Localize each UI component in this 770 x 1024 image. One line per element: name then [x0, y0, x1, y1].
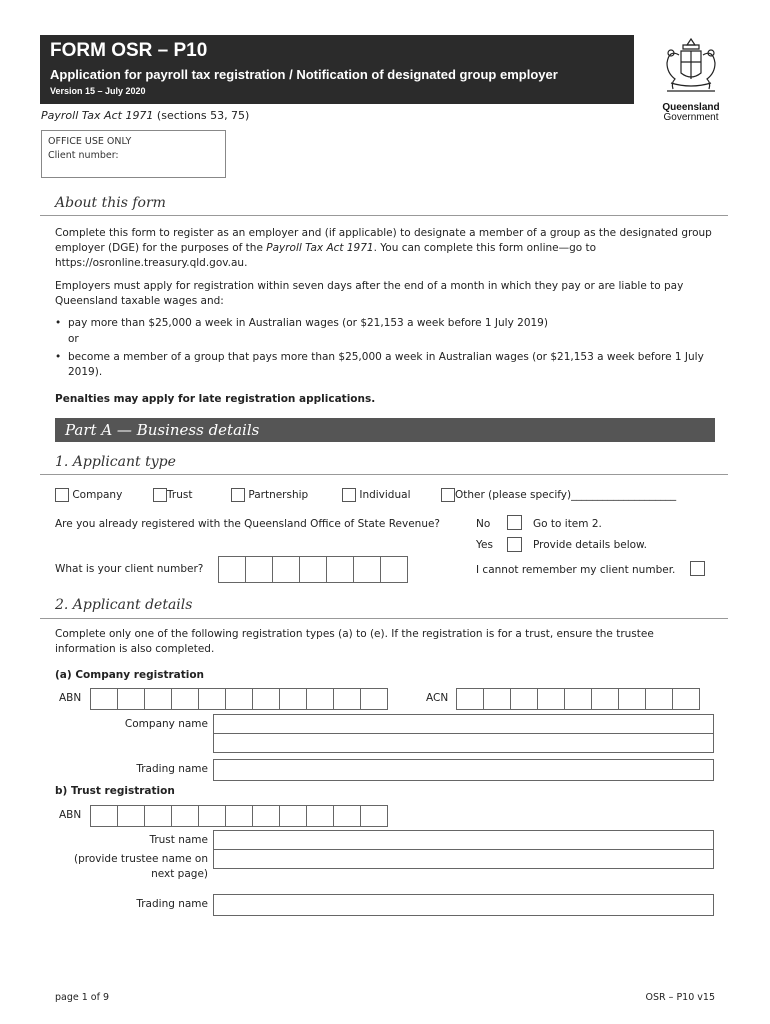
applicant-type-heading: 1. Applicant type [55, 454, 176, 470]
about-p1-text: Complete this form to register as an employer and (if applicable) to designate a member of a group as the designated group employer (DGE) for the purposes of the [55, 227, 712, 254]
bullet-item-1 [55, 316, 715, 331]
no-note: Go to item 2. [533, 518, 602, 530]
form-header [40, 35, 634, 104]
cannot-remember-label: I cannot remember my client number. [476, 564, 676, 576]
penalties-notice: Penalties may apply for late registration applications. [55, 393, 376, 405]
office-client-number-label: Client number: [48, 150, 119, 161]
company-abn-label: ABN [59, 692, 82, 704]
trust-abn-label: ABN [59, 809, 82, 821]
company-trading-name-label: Trading name [136, 763, 208, 775]
option-other-label: Other (please specify) [455, 489, 572, 501]
trust-abn-input[interactable] [90, 805, 387, 827]
office-use-label: OFFICE USE ONLY [48, 136, 132, 147]
bullet-1-text: pay more than $25,000 a week in Australian wages (or $21,153 a week before 1 July 2019) [68, 317, 548, 329]
queensland-government-logo [655, 35, 727, 125]
office-use-box [41, 130, 226, 178]
about-rule [40, 215, 728, 216]
option-partnership[interactable] [231, 488, 308, 502]
company-trading-name-input[interactable] [213, 759, 714, 781]
trust-name-input-line-1[interactable] [213, 830, 714, 850]
option-other[interactable] [441, 488, 676, 502]
about-p1-act: Payroll Tax Act 1971 [266, 242, 374, 254]
company-name-input-line-1[interactable] [213, 714, 714, 734]
trust-name-input-line-2[interactable] [213, 849, 714, 869]
company-abn-input[interactable] [90, 688, 387, 710]
no-label: No [476, 518, 491, 530]
yes-label: Yes [476, 539, 493, 551]
form-version: Version 15 – July 2020 [50, 86, 146, 96]
applicant-type-rule [40, 474, 728, 475]
trust-trading-name-input[interactable] [213, 894, 714, 916]
about-p1-text-end: . You can complete this form online—go to https://osronline.treasury.qld.gov.au. [55, 242, 597, 269]
company-acn-input[interactable] [456, 688, 699, 710]
bullet-2-text: become a member of a group that pays more than $25,000 a week in Australian wages (or $21,153 a week before 1 July 2019). [68, 351, 704, 378]
about-paragraph-1 [55, 226, 715, 271]
company-name-input-line-2[interactable] [213, 733, 714, 753]
option-company-label: Company [72, 489, 123, 501]
bullet-or: or [68, 333, 79, 345]
other-specify-line[interactable]: ____________________ [571, 489, 677, 501]
form-subtitle: Application for payroll tax registration / Notification of designated group employer [50, 67, 558, 82]
form-title: FORM OSR – P10 [50, 40, 208, 61]
act-sections: (sections 53, 75) [153, 109, 250, 122]
trust-name-label: Trust name [149, 834, 208, 846]
option-trust[interactable] [153, 488, 192, 502]
logo-government: Government [663, 112, 719, 123]
trust-name-note: (provide trustee name on next page) [74, 853, 208, 880]
yes-checkbox[interactable] [507, 537, 522, 552]
applicant-details-rule [40, 618, 728, 619]
company-acn-label: ACN [426, 692, 449, 704]
logo-queensland: Queensland [662, 102, 720, 113]
option-trust-label: Trust [167, 489, 193, 501]
option-individual-label: Individual [359, 489, 411, 501]
company-name-label: Company name [124, 718, 208, 730]
part-a-banner: Part A — Business details [55, 418, 715, 442]
company-checkbox[interactable] [55, 488, 69, 502]
bullet-icon: • [55, 351, 62, 363]
about-paragraph-2: Employers must apply for registration within seven days after the end of a month in which they pay or are liable to pay Queensland taxable wages and: [55, 280, 684, 307]
trust-trading-name-label: Trading name [136, 898, 208, 910]
bullet-item-2 [55, 350, 715, 380]
individual-checkbox[interactable] [342, 488, 356, 502]
option-company[interactable] [55, 488, 122, 502]
option-individual[interactable] [342, 488, 410, 502]
company-registration-heading: (a) Company registration [55, 669, 205, 681]
client-number-input[interactable] [218, 556, 407, 583]
trust-registration-heading: b) Trust registration [55, 785, 175, 797]
other-checkbox[interactable] [441, 488, 455, 502]
bullet-icon: • [55, 317, 62, 329]
client-number-question: What is your client number? [55, 563, 204, 575]
no-checkbox[interactable] [507, 515, 522, 530]
page-number: page 1 of 9 [55, 992, 110, 1003]
act-name: Payroll Tax Act 1971 [41, 109, 154, 122]
applicant-details-heading: 2. Applicant details [55, 597, 193, 613]
coat-of-arms-icon [657, 35, 725, 99]
act-reference [41, 109, 249, 122]
option-partnership-label: Partnership [248, 489, 309, 501]
yes-note: Provide details below. [533, 539, 647, 551]
about-heading: About this form [55, 195, 166, 211]
trust-checkbox[interactable] [153, 488, 167, 502]
registered-question: Are you already registered with the Queensland Office of State Revenue? [55, 518, 441, 530]
applicant-details-intro: Complete only one of the following registration types (a) to (e). If the registration is for a trust, ensure the trustee information is also completed. [55, 628, 654, 655]
form-code: OSR – P10 v15 [645, 992, 715, 1003]
cannot-remember-checkbox[interactable] [690, 561, 705, 576]
partnership-checkbox[interactable] [231, 488, 245, 502]
